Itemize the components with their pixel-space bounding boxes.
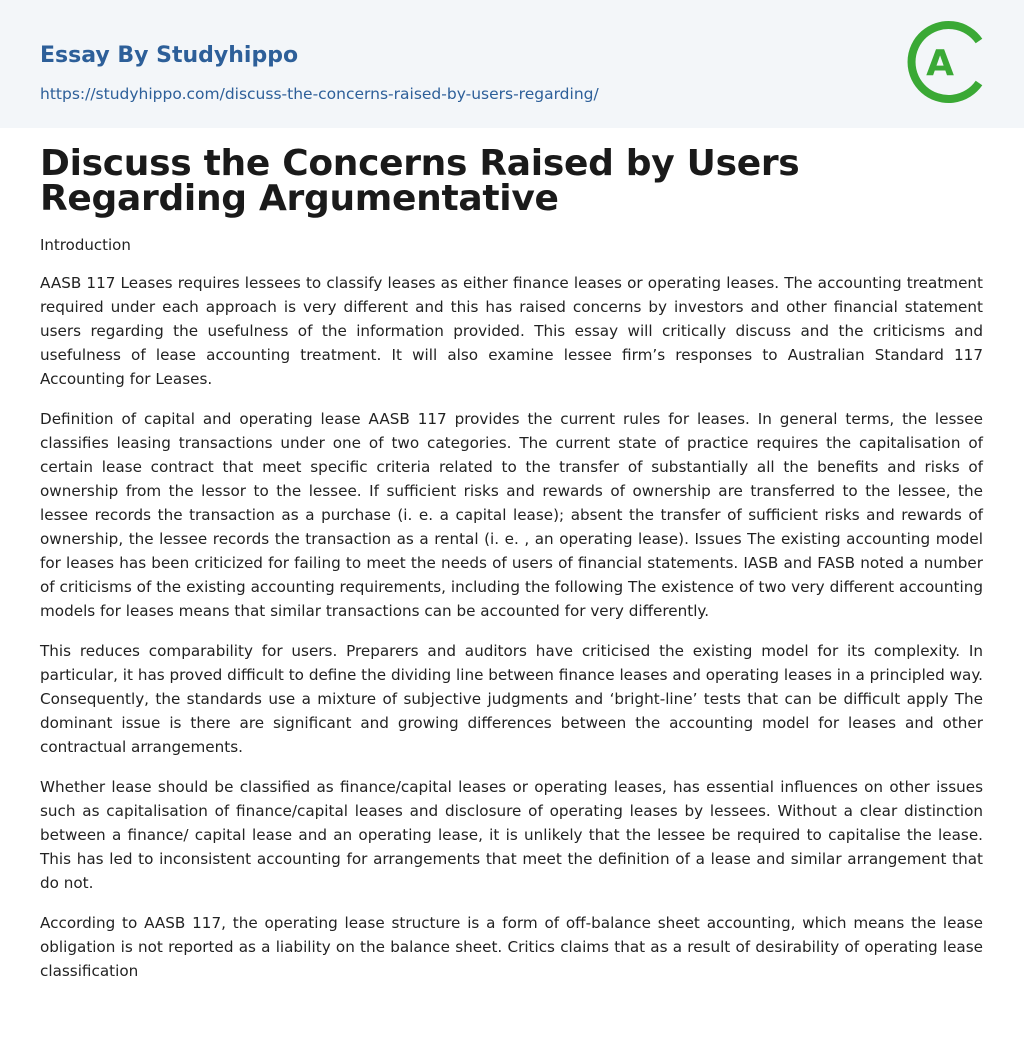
source-url-link[interactable]: https://studyhippo.com/discuss-the-concerns-raised-by-users-regarding/: [40, 85, 599, 103]
paragraph-3: This reduces comparability for users. Preparers and auditors have criticised the existing model for its complexity. In particular, it has proved difficult to define the dividing line between finance leases and operating leases in a principled way. Consequently, the standards use a mixture of subjective judgments and ‘bright-line’ tests that can be difficult apply The dominant issue is there are significant and growing differences between the accounting model for leases and other contractual arrangements.: [40, 642, 983, 756]
paragraph-2: Definition of capital and operating lease AASB 117 provides the current rules for leases. In general terms, the lessee classifies leasing transactions under one of two categories. The current state of practice requires the capitalisation of certain lease contract that meet specific criteria related to the transfer of substantially all the benefits and risks of ownership from the lessor to the lessee. If sufficient risks and rewards of ownership are transferred to the lessee, the lessee records the transaction as a purchase (i. e. a capital lease); absent the transfer of sufficient risks and rewards of ownership, the lessee records the transaction as a rental (i. e. , an operating lease). Issues The existing accounting model for leases has been criticized for failing to meet the needs of users of financial statements. IASB and FASB noted a number of criticisms of the existing accounting requirements, including the following The existence of two very different accounting models for leases means that similar transactions can be accounted for very differently.: [40, 410, 983, 620]
brand-name: Essay By Studyhippo: [40, 43, 299, 68]
logo-letter: A: [926, 43, 954, 84]
paragraph-1: AASB 117 Leases requires lessees to classify leases as either finance leases or operating leases. The accounting treatment required under each approach is very different and this has raised concerns by investors and other financial statement users regarding the usefulness of the information provided. This essay will critically discuss and the criticisms and usefulness of lease accounting treatment. It will also examine lessee firm’s responses to Australian Standard 117 Accounting for Leases.: [40, 274, 983, 388]
paragraph-5: According to AASB 117, the operating lease structure is a form of off-balance sheet accounting, which means the lease obligation is not reported as a liability on the balance sheet. Critics claims that as a result of desirability of operating lease classification: [40, 914, 983, 980]
paragraph-4: Whether lease should be classified as finance/capital leases or operating leases, has essential influences on other issues such as capitalisation of finance/capital leases and disclosure of operating leases by lessees. Without a clear distinction between a finance/ capital lease and an operating lease, it is unlikely that the lessee be required to capitalise the lease. This has led to inconsistent accounting for arrangements that meet the definition of a lease and similar arrangement that do not.: [40, 778, 983, 892]
page-title: Discuss the Concerns Raised by Users Regarding Argumentative: [40, 143, 800, 219]
article: [40, 143, 983, 983]
studyhippo-logo-icon[interactable]: [902, 18, 988, 106]
section-label: Introduction: [40, 236, 131, 254]
site-header: [0, 0, 1024, 128]
